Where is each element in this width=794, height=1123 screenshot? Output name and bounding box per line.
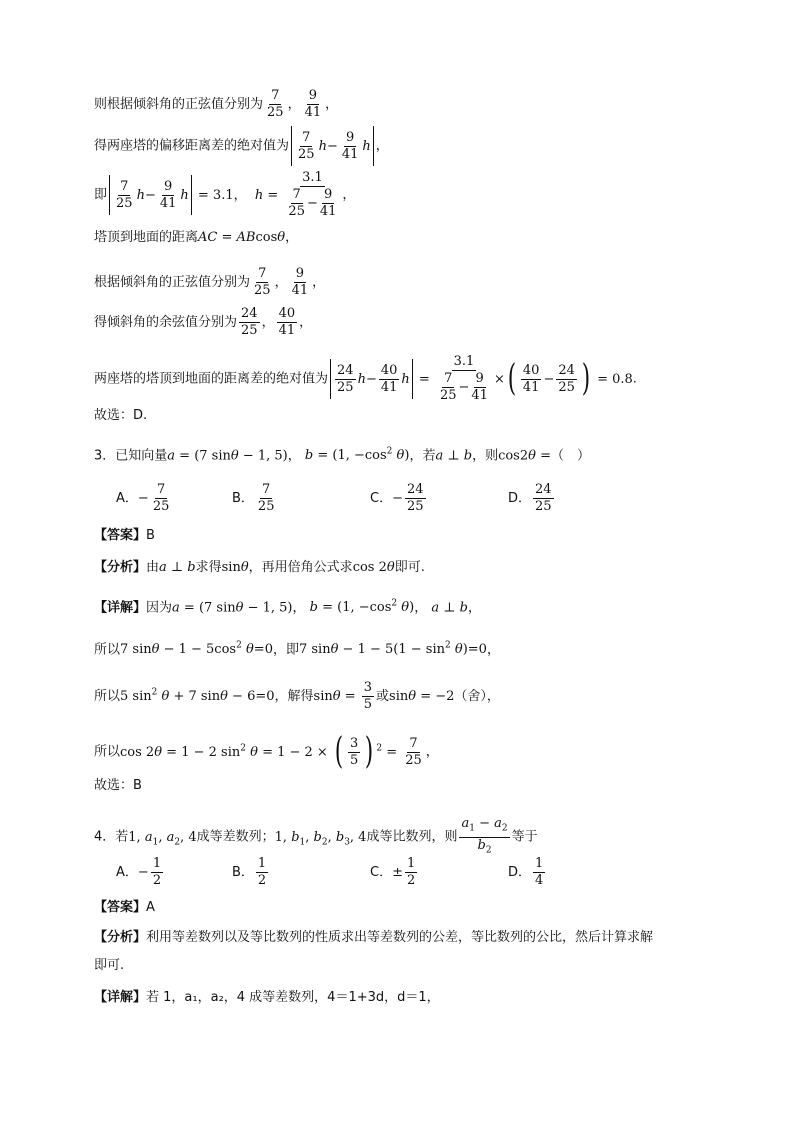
option-b[interactable]: B． $\frac{7}{25}$ (232, 482, 275, 514)
q4-detail-line: 【详解】若 1，a₁，a₂，4 成等差数列，4＝1+3d，d＝1， (94, 990, 440, 1005)
question-3-stem: 3．已知向量a = (7 sinθ − 1, 5)， b = (1, $-\cos^2$ θ)，若a ⊥ b，则cos2θ =（ ） (94, 447, 591, 464)
option-d[interactable]: D． $\frac{24}{25}$ (508, 482, 552, 514)
option-a[interactable]: A．− $\frac{7}{25}$ (116, 482, 170, 514)
q4-answer-line: 【答案】A (94, 900, 155, 915)
q4-analysis-line-2: 即可. (94, 958, 125, 973)
q4-option-c[interactable]: C．± $\frac{1}{2}$ (370, 856, 416, 888)
fraction: $\frac{9}{41}$ (304, 88, 322, 120)
q4-option-d[interactable]: D． $\frac{1}{4}$ (508, 856, 544, 888)
detail-step-3: 所以cos 2θ = 1 − 2 $\sin^2 \theta = 1 - 2$ × ( $\frac{3}{5}$ ) $^2$ = $\frac{7}{25}$ ， (94, 731, 439, 772)
detail-step-2: 所以5 $\sin^2 \theta + 7$ sinθ − 6=0，解得sinθ = $\frac{3}{5}$ 或sinθ = −2（舍）， (94, 680, 500, 712)
detail-step-1: 所以7 $\sin\theta - 1 - 5\cos^2$ θ=0，即7 $\sin\theta - 1 - 5(1 - \sin^2 \theta)=0$， (94, 641, 500, 658)
analysis-line: 【分析】由a ⊥ b求得sinθ，再用倍角公式求cos 2θ即可. (94, 560, 425, 575)
answer-choice-d: 故选：D. (94, 408, 148, 423)
text-line-sine-values: 则根据倾斜角的正弦值分别为 $\frac{7}{25}$ ， $\frac{9}{41}$ ， (94, 88, 339, 120)
detail-line: 【详解】因为a = (7 sinθ − 1, 5)， b = (1, $-\cos^2$ θ)， a ⊥ b， (94, 599, 481, 616)
text-line-offset-diff: 得两座塔的偏移距离差的绝对值为 $\frac{7}{25}$ h− $\frac{9}{41}$ h ， (94, 126, 389, 166)
text-line-cosine-values: 得倾斜角的余弦值分别为 $\frac{24}{25}$ ， $\frac{40}{41}$ ， (94, 306, 313, 338)
fraction: $\frac{7}{25}$ (267, 88, 284, 120)
option-c[interactable]: C．− $\frac{24}{25}$ (370, 482, 424, 514)
q4-option-a[interactable]: A．− $\frac{1}{2}$ (116, 856, 162, 888)
question-4-stem: 4．若1, $a_1$, $a_2$, 4成等差数列；1, $b_1$, $b_2$, $b_3$, 4成等比数列，则 $\frac{a_1 - a_2}{b_2}$ 等于 (94, 816, 538, 856)
q4-analysis-line-1: 【分析】利用等差数列以及等比数列的性质求出等差数列的公差，等比数列的公比，然后计算求解 (94, 930, 654, 945)
text-line-height-diff: 两座塔的塔顶到地面的距离差的绝对值为 $\frac{24}{25}$ h− $\frac{40}{41}$ h = 3.1 $\frac{7}{25}$ − $\frac{9}{41}$ ×( $\frac{40}{41}$ − $\frac{24}{25}$ ) = 0.8. (94, 354, 637, 403)
text-line-h-solve: 即 $\frac{7}{25}$ h− $\frac{9}{41}$ h = 3.1， h = 3.1 $\frac{7}{25}$ − $\frac{9}{41}$ ， (94, 170, 356, 219)
answer-line: 【答案】B (94, 528, 155, 543)
final-answer-b: 故选：B (94, 778, 142, 793)
q4-option-b[interactable]: B． $\frac{1}{2}$ (232, 856, 267, 888)
text-line-tower-distance: 塔顶到地面的距离AC = ABcosθ， (94, 230, 299, 245)
text-line-sine-values-2: 根据倾斜角的正弦值分别为 $\frac{7}{25}$ ， $\frac{9}{41}$ ， (94, 266, 326, 298)
